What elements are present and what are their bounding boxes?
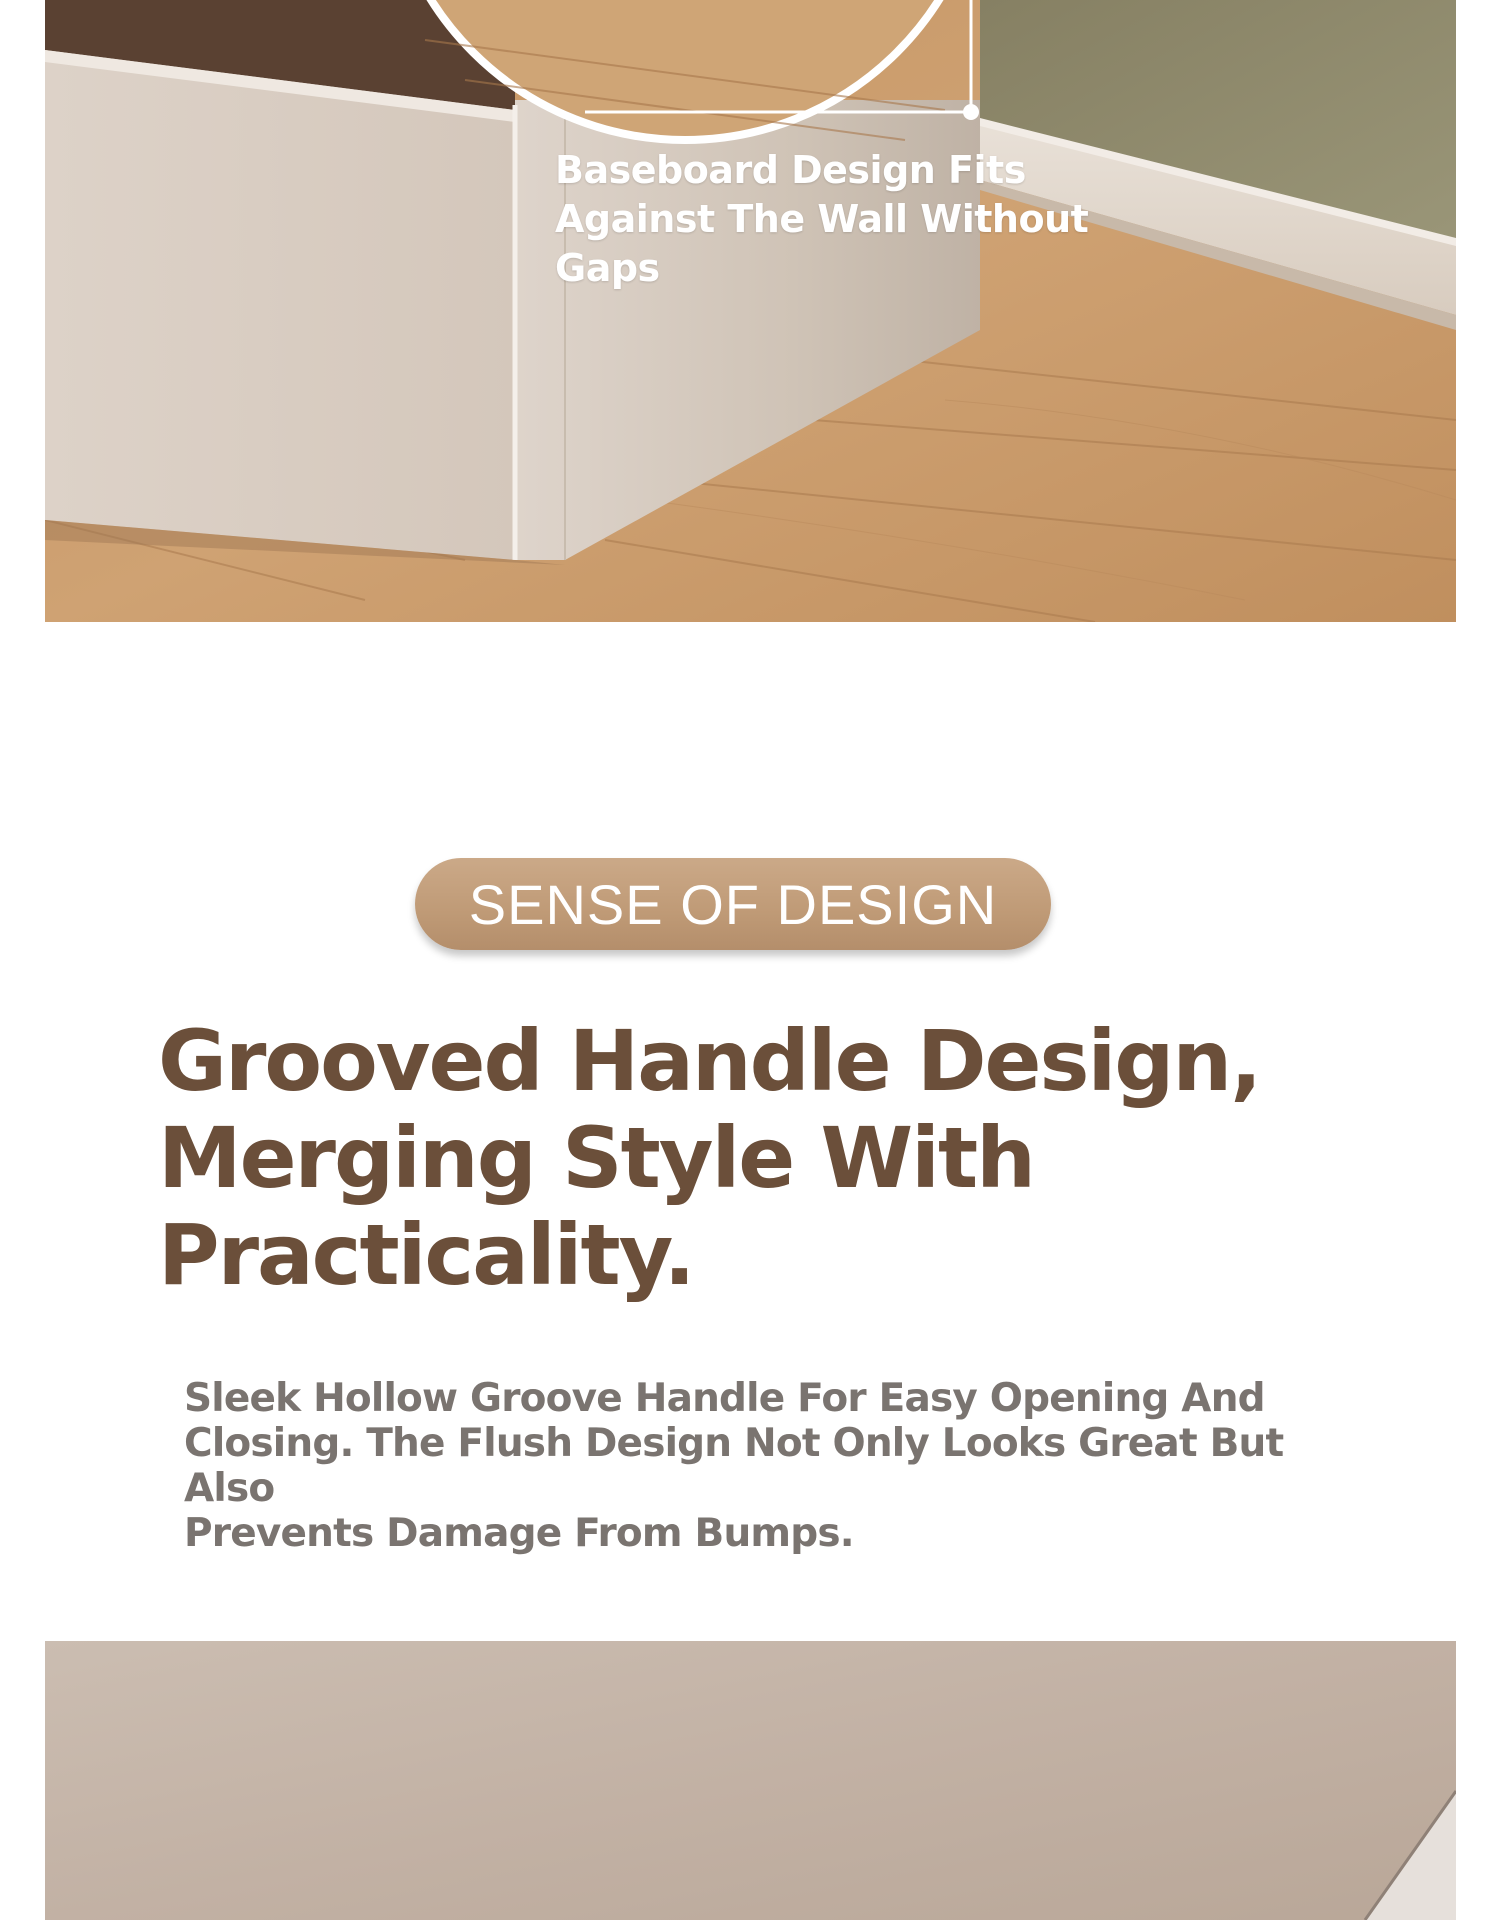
description-line-1: Sleek Hollow Groove Handle For Easy Opening And	[184, 1376, 1265, 1421]
baseboard-photo	[45, 0, 1456, 622]
badge-label: SENSE OF DESIGN	[468, 872, 998, 936]
sense-of-design-badge	[415, 858, 1051, 950]
section-description	[184, 1376, 1324, 1556]
baseboard-callout-text: Baseboard Design Fits Against The Wall Without Gaps	[555, 148, 1089, 290]
description-line-3: Prevents Damage From Bumps.	[184, 1511, 854, 1556]
headline-line-3: Practicality.	[158, 1206, 694, 1304]
description-line-2: Closing. The Flush Design Not Only Looks Great But Also	[184, 1421, 1284, 1511]
section-headline	[158, 1013, 1358, 1304]
headline-line-2: Merging Style With	[158, 1109, 1034, 1207]
headline-line-1: Grooved Handle Design,	[158, 1012, 1261, 1110]
groove-handle-photo	[45, 1641, 1456, 1920]
